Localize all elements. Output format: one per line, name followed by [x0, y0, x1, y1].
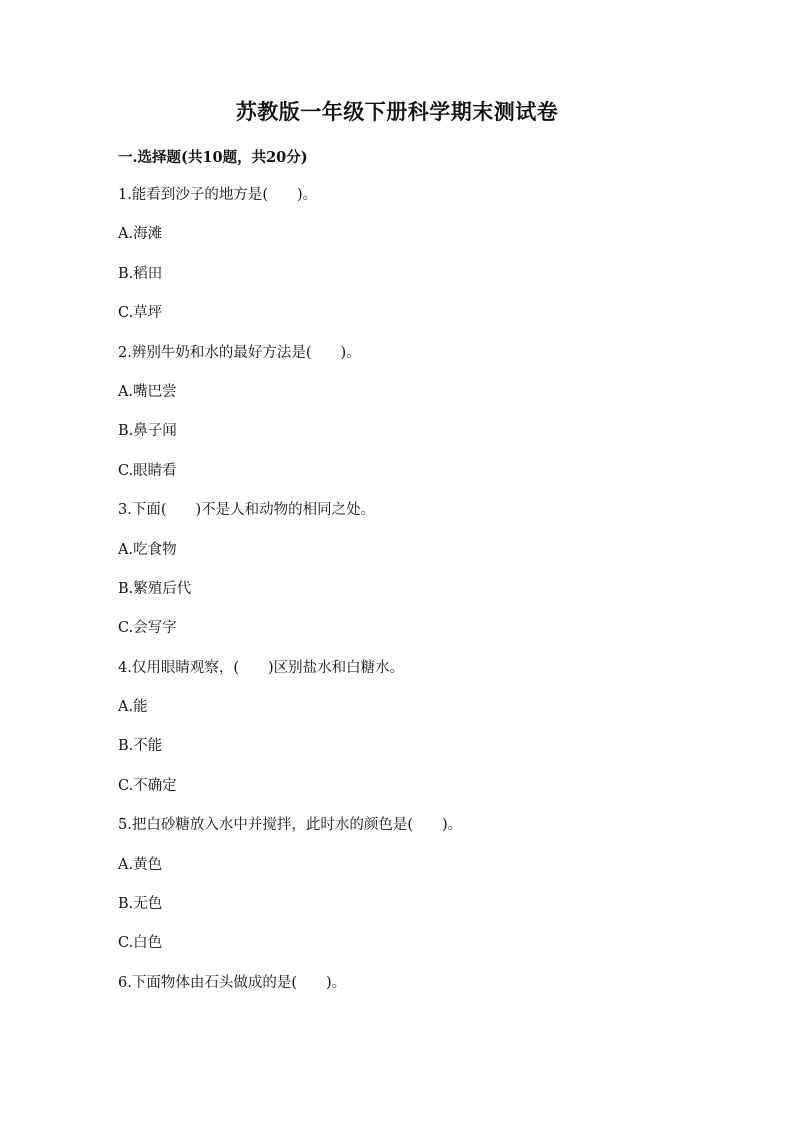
question-2-option-b: B.鼻子闻 — [118, 423, 177, 440]
question-1-option-c: C.草坪 — [118, 305, 163, 322]
question-4: 4.仅用眼睛观察，( )区别盐水和白糖水。 — [118, 659, 405, 676]
question-4-option-c: C.不确定 — [118, 777, 177, 794]
question-1-option-b: B.稻田 — [118, 265, 163, 282]
section-heading: 一.选择题(共10题，共20分) — [118, 149, 308, 166]
question-5-option-b: B.无色 — [118, 896, 163, 913]
question-1-option-a: A.海滩 — [118, 226, 163, 243]
question-4-option-a: A.能 — [118, 699, 148, 716]
question-3-option-a: A.吃食物 — [118, 541, 177, 558]
question-6: 6.下面物体由石头做成的是( )。 — [118, 974, 347, 991]
question-4-option-b: B.不能 — [118, 738, 163, 755]
question-3-option-b: B.繁殖后代 — [118, 580, 192, 597]
question-3-option-c: C.会写字 — [118, 620, 177, 637]
page-title: 苏教版一年级下册科学期末测试卷 — [235, 99, 559, 124]
question-2: 2.辨别牛奶和水的最好方法是( )。 — [118, 344, 361, 361]
question-list — [118, 184, 718, 1011]
question-1: 1.能看到沙子的地方是( )。 — [118, 187, 318, 203]
question-2-option-a: A.嘴巴尝 — [118, 383, 177, 400]
question-2-option-c: C.眼睛看 — [118, 462, 177, 479]
question-5: 5.把白砂糖放入水中并搅拌，此时水的颜色是( )。 — [118, 817, 463, 834]
question-5-option-a: A.黄色 — [118, 856, 163, 873]
question-5-option-c: C.白色 — [118, 935, 163, 952]
question-3: 3.下面( )不是人和动物的相同之处。 — [118, 502, 376, 519]
